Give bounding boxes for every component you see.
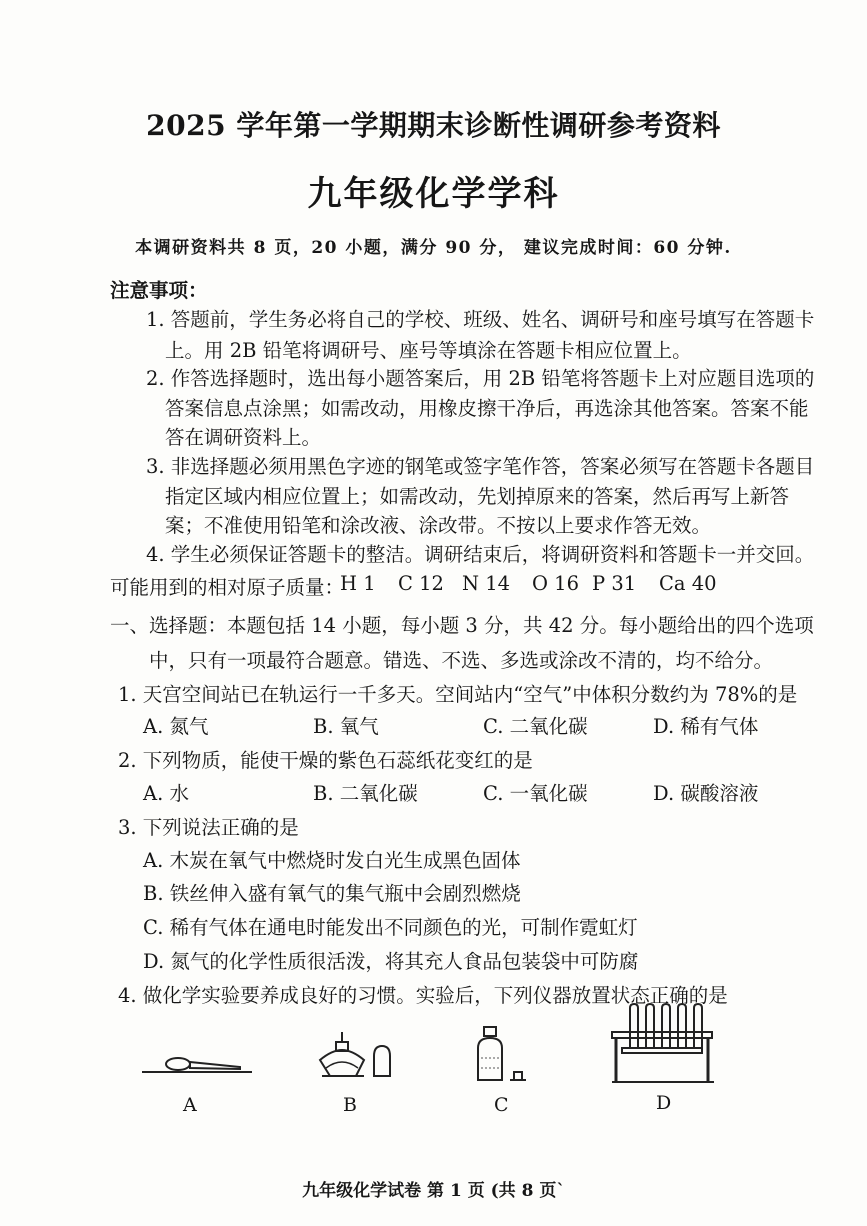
question-stem: 1. 天宫空间站已在轨运行一千多天。空间站内“空气”中体积分数约为 78%的是 [118,683,798,706]
option: D. 稀有气体 [653,715,759,738]
figure-label: C [494,1094,509,1116]
atomic-mass-item: P 31 [592,572,637,595]
option: C. 稀有气体在通电时能发出不同颜色的光，可制作霓虹灯 [143,916,638,939]
note-line: 案；不准使用铅笔和涂改液、涂改带。不按以上要求作答无效。 [165,514,712,537]
note-line: 指定区域内相应位置上；如需改动，先划掉原来的答案，然后再写上新答 [165,485,790,508]
option: B. 铁丝伸入盛有氧气的集气瓶中会剧烈燃烧 [143,882,521,905]
atomic-mass-item: H 1 [340,572,376,595]
dropper-lying-flat-image [140,1040,255,1080]
note-line: 上。用 2B 铅笔将调研号、座号等填涂在答题卡相应位置上。 [165,339,692,362]
note-line: 答案信息点涂黑；如需改动，用橡皮擦干净后，再选涂其他答案。答案不能 [165,397,809,420]
figure-label: A [183,1094,197,1116]
option: B. 氧气 [313,715,379,738]
option: A. 木炭在氧气中燃烧时发白光生成黑色固体 [143,849,521,872]
note-line: 1. 答题前，学生务必将自己的学校、班级、姓名、调研号和座号填写在答题卡 [146,308,815,331]
section-instructions: 一、选择题：本题包括 14 小题，每小题 3 分，共 42 分。每小题给出的四个选项 [110,614,814,637]
exam-info: 本调研资料共 8 页，20 小题，满分 90 分， 建议完成时间：60 分钟. [135,238,732,258]
page-footer: 九年级化学试卷 第 1 页 (共 8 页` [302,1181,565,1201]
option: A. 氮气 [143,715,209,738]
option: A. 水 [143,782,189,805]
option: C. 一氧化碳 [483,782,588,805]
atomic-mass-item: N 14 [462,572,511,595]
question-stem: 3. 下列说法正确的是 [118,816,299,839]
section-instructions: 中，只有一项最符合题意。错选、不选、多选或涂改不清的，均不给分。 [149,649,774,672]
figure-label: D [656,1092,672,1114]
figure-label: B [343,1094,357,1116]
note-line: 答在调研资料上。 [165,426,322,449]
option: C. 二氧化碳 [483,715,588,738]
atomic-mass-item: C 12 [398,572,444,595]
option: B. 二氧化碳 [313,782,418,805]
document-title: 2025 学年第一学期期末诊断性调研参考资料 [146,109,721,142]
atomic-mass-label: 可能用到的相对原子质量： [110,576,345,599]
note-line: 3. 非选择题必须用黑色字迹的钢笔或签字笔作答，答案必须写在答题卡各题目 [146,455,815,478]
test-tube-rack-image [608,1002,718,1086]
option: D. 氮气的化学性质很活泼，将其充人食品包装袋中可防腐 [143,950,639,973]
notes-heading: 注意事项： [110,279,208,302]
reagent-bottle-image [470,1024,530,1084]
option: D. 碳酸溶液 [653,782,759,805]
question-stem: 4. 做化学实验要养成良好的习惯。实验后，下列仪器放置状态正确的是 [118,984,728,1007]
question-stem: 2. 下列物质，能使干燥的紫色石蕊纸花变红的是 [118,749,533,772]
alcohol-lamp-image [312,1026,397,1082]
note-line: 4. 学生必须保证答题卡的整洁。调研结束后，将调研资料和答题卡一并交回。 [146,543,815,566]
subject-title: 九年级化学学科 [307,174,560,214]
note-line: 2. 作答选择题时，选出每小题答案后，用 2B 铅笔将答题卡上对应题目选项的 [146,367,815,390]
atomic-mass-item: O 16 [532,572,579,595]
atomic-mass-item: Ca 40 [659,572,717,595]
